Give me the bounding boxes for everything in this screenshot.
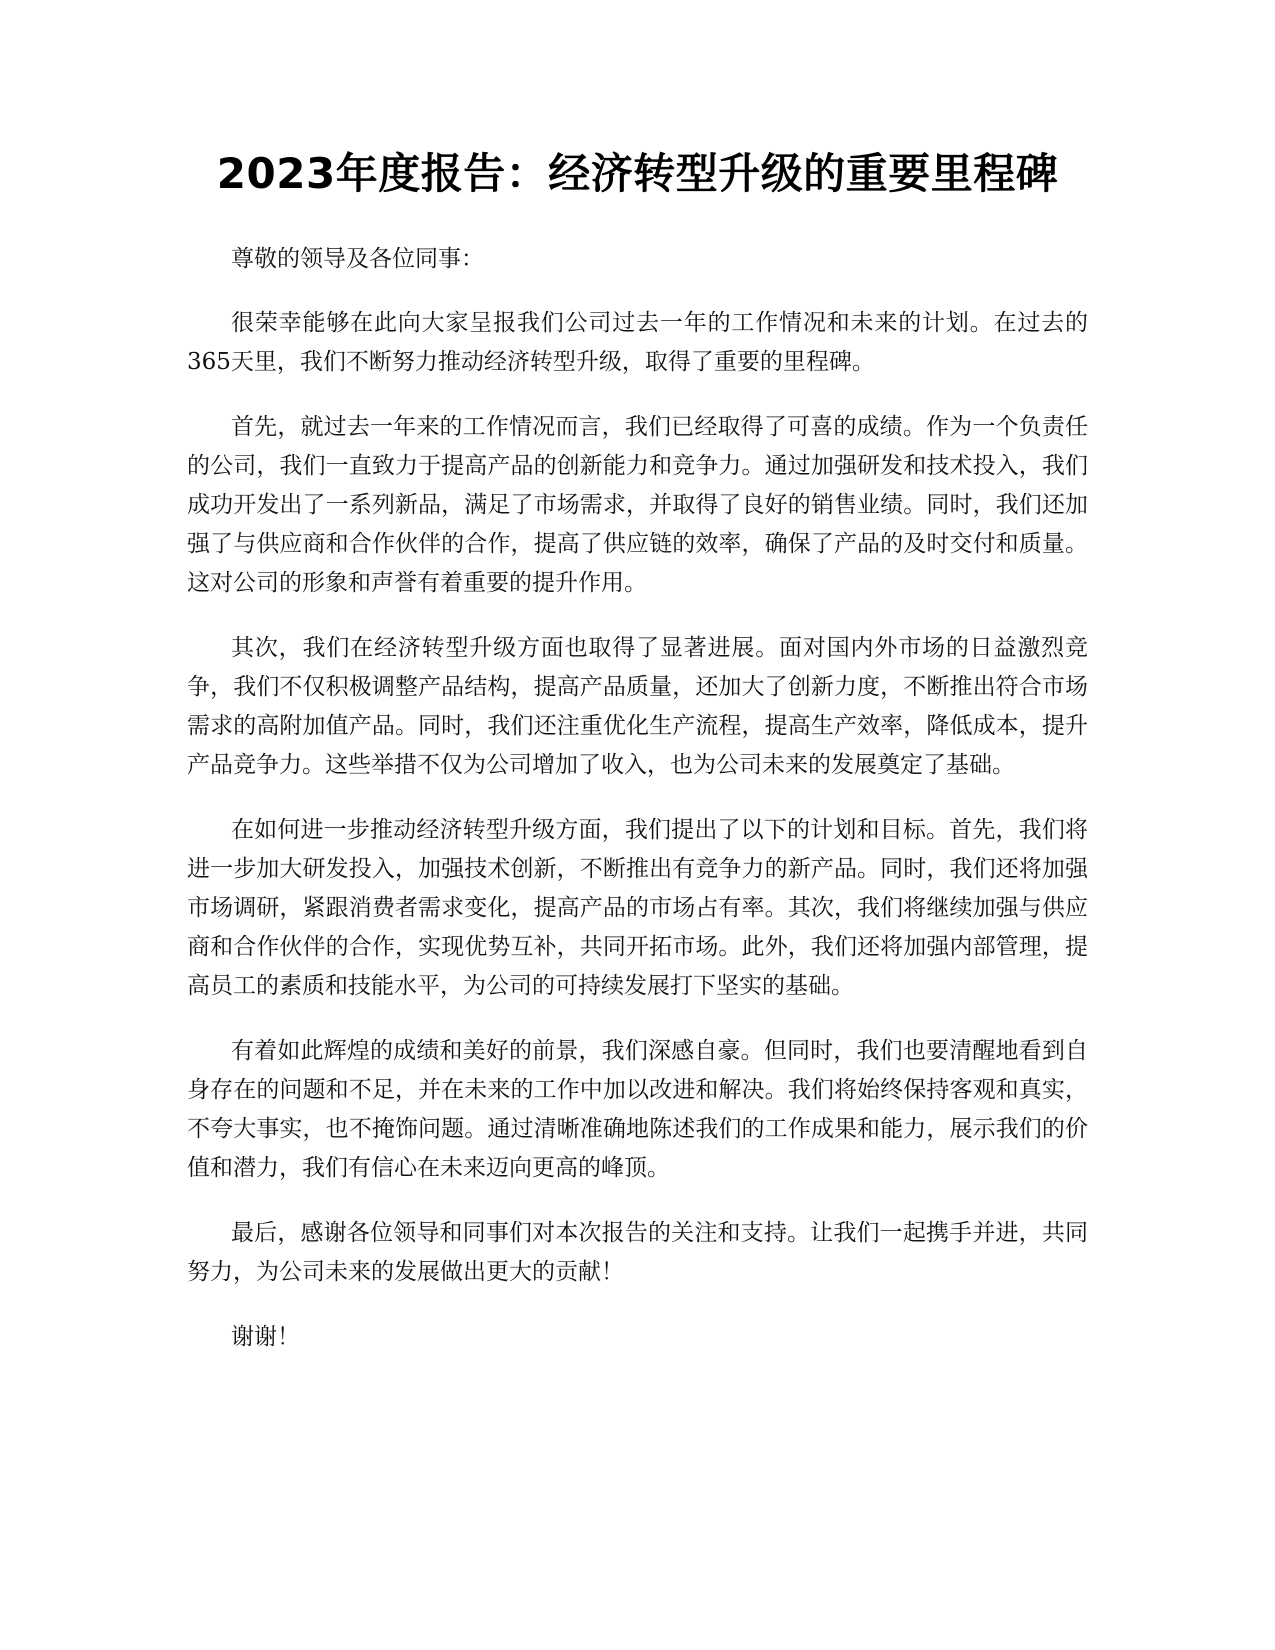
paragraph-achievements: 首先，就过去一年来的工作情况而言，我们已经取得了可喜的成绩。作为一个负责任的公司，我们一直致力于提高产品的创新能力和竞争力。通过加强研发和技术投入，我们成功开发出了一系列新品，满足了市场需求，并取得了良好的销售业绩。同时，我们还加强了与供应商和合作伙伴的合作，提高了供应链的效率，确保了产品的及时交付和质量。这对公司的形象和声誉有着重要的提升作用。 [187, 414, 1088, 596]
paragraph-intro: 很荣幸能够在此向大家呈报我们公司过去一年的工作情况和未来的计划。在过去的365天里，我们不断努力推动经济转型升级，取得了重要的里程碑。 [187, 310, 1088, 375]
salutation: 尊敬的领导及各位同事： [231, 246, 484, 272]
document-body [187, 240, 1088, 1383]
paragraph-transformation-progress: 其次，我们在经济转型升级方面也取得了显著进展。面对国内外市场的日益激烈竞争，我们不仅积极调整产品结构，提高产品质量，还加大了创新力度，不断推出符合市场需求的高附加值产品。同时，我们还注重优化生产流程，提高生产效率，降低成本，提升产品竞争力。这些举措不仅为公司增加了收入，也为公司未来的发展奠定了基础。 [187, 635, 1088, 778]
document-title: 2023年度报告：经济转型升级的重要里程碑 [216, 149, 1059, 198]
closing-line: 谢谢！ [231, 1324, 300, 1350]
paragraph-reflection: 有着如此辉煌的成绩和美好的前景，我们深感自豪。但同时，我们也要清醒地看到自身存在的问题和不足，并在未来的工作中加以改进和解决。我们将始终保持客观和真实，不夸大事实，也不掩饰问题。通过清晰准确地陈述我们的工作成果和能力，展示我们的价值和潜力，我们有信心在未来迈向更高的峰顶。 [187, 1038, 1088, 1181]
paragraph-thanks: 最后，感谢各位领导和同事们对本次报告的关注和支持。让我们一起携手并进，共同努力，为公司未来的发展做出更大的贡献！ [187, 1220, 1088, 1285]
paragraph-plans-and-goals: 在如何进一步推动经济转型升级方面，我们提出了以下的计划和目标。首先，我们将进一步加大研发投入，加强技术创新，不断推出有竞争力的新产品。同时，我们还将加强市场调研，紧跟消费者需求变化，提高产品的市场占有率。其次，我们将继续加强与供应商和合作伙伴的合作，实现优势互补，共同开拓市场。此外，我们还将加强内部管理，提高员工的素质和技能水平，为公司的可持续发展打下坚实的基础。 [187, 817, 1088, 999]
